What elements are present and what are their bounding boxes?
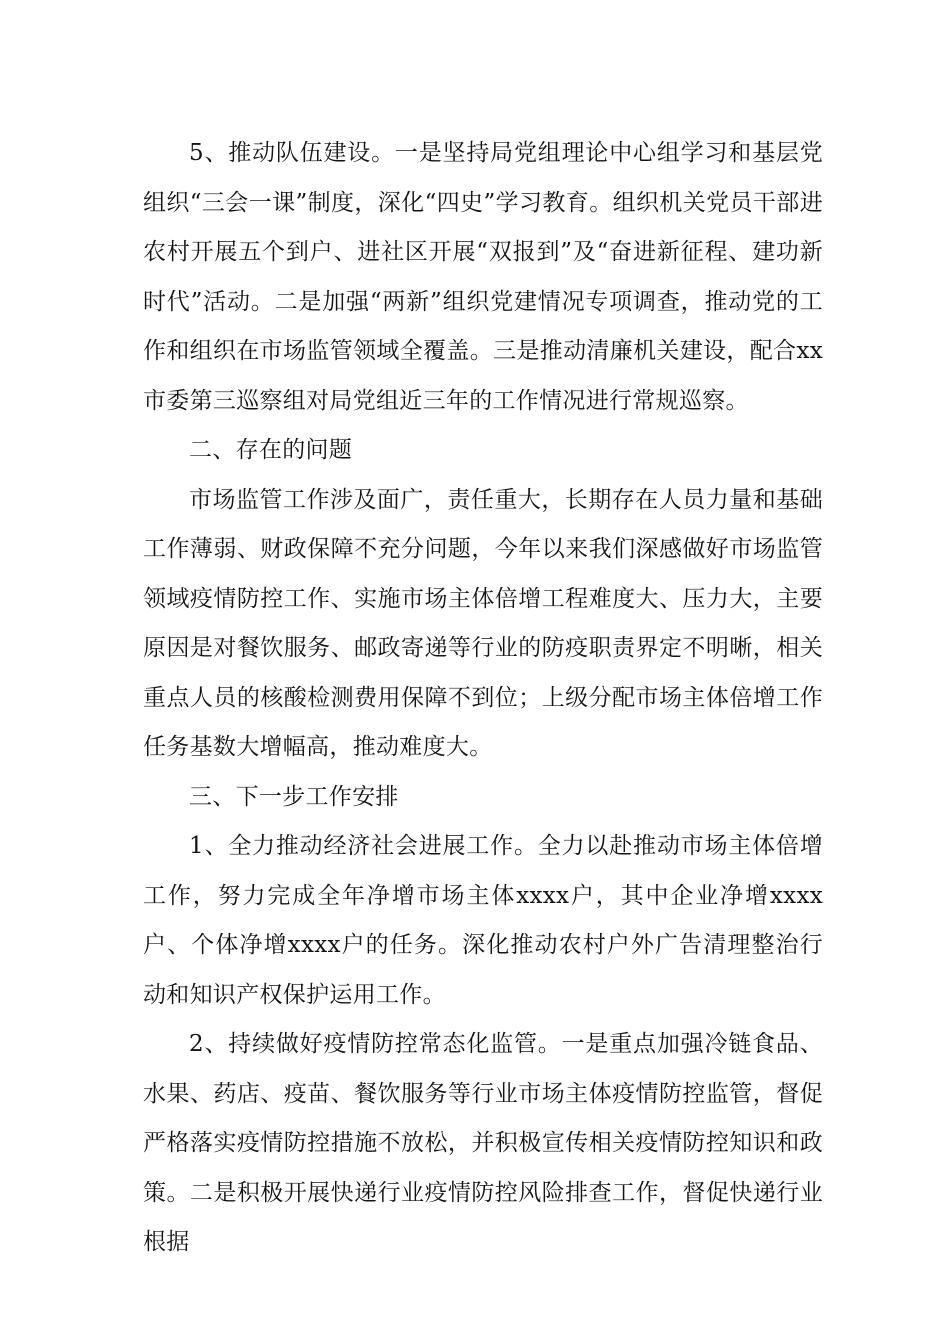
heading-next-steps: 三、下一步工作安排 — [189, 783, 399, 810]
paragraph-epidemic-supervision: 2、持续做好疫情防控常态化监管。一是重点加强冷链食品、水果、药店、疫苗、餐饮服务等行业市场主体疫情防控监管，督促严格落实疫情防控措施不放松，并积极宣传相关疫情防控知识和政策。二是积极开展快递行业疫情防控风险排查工作，督促快递行业根据 — [143, 1031, 823, 1255]
heading-existing-problems: 二、存在的问题 — [189, 437, 353, 463]
paragraph-problems: 市场监管工作涉及面广，责任重大，长期存在人员力量和基础工作薄弱、财政保障不充分问题，今年以来我们深感做好市场监管领域疫情防控工作、实施市场主体倍增工程难度大、压力大，主要原因是对餐饮服务、邮政寄递等行业的防疫职责界定不明晰，相关重点人员的核酸检测费用保障不到位；上级分配市场主体倍增工作任务基数大增幅高，推动难度大。 — [143, 486, 823, 760]
document-body — [143, 129, 823, 1268]
paragraph-economic-development: 1、全力推动经济社会进展工作。全力以赴推动市场主体倍增工作，努力完成全年净增市场主体xxxx户，其中企业净增xxxx户、个体净增xxxx户的任务。深化推动农村户外广告清理整治行动和知识产权保护运用工作。 — [143, 833, 823, 1008]
paragraph-team-building: 5、推动队伍建设。一是坚持局党组理论中心组学习和基层党组织“三会一课”制度，深化“四史”学习教育。组织机关党员干部进农村开展五个到户、进社区开展“双报到”及“奋进新征程、建功新时代”活动。二是加强“两新”组织党建情况专项调查，推动党的工作和组织在市场监管领域全覆盖。三是推动清廉机关建设，配合xx市委第三巡察组对局党组近三年的工作情况进行常规巡察。 — [143, 140, 823, 414]
